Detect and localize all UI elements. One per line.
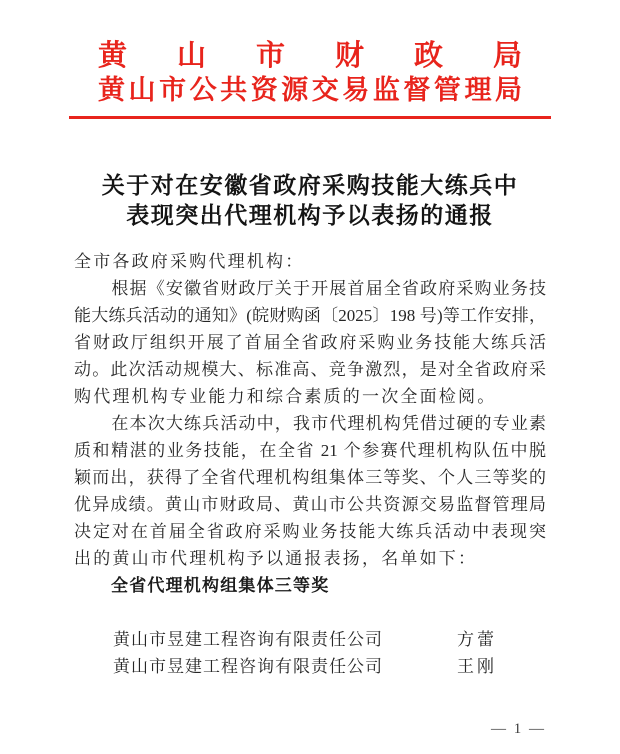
body-line: 省财政厅组织开展了首届全省政府采购业务技能大练兵活 [74, 333, 546, 352]
body-line: 质和精湛的业务技能，在全省 21 个参赛代理机构队伍中脱 [74, 441, 546, 460]
award-person-name: 王刚 [457, 657, 497, 676]
award-row-redacted [74, 599, 546, 626]
body-line: 颖而出，获得了全省代理机构组集体三等奖、个人三等奖的 [74, 468, 546, 487]
document-title [0, 171, 620, 231]
issuing-org-primary: 黄 山 市 财 政 局 [98, 40, 522, 72]
salutation: 全市各政府采购代理机构： [74, 252, 305, 271]
award-row [74, 626, 546, 653]
body-line: 动。此次活动规模大、标准高、竞争激烈，是对全省政府采 [74, 360, 546, 379]
award-company-name: 黄山市昱建工程咨询有限责任公司 [113, 630, 383, 649]
document-body [74, 248, 546, 707]
letterhead-divider-rule [69, 116, 551, 119]
body-line: 购代理机构专业能力和综合素质的一次全面检阅。 [74, 387, 497, 406]
body-line: 在本次大练兵活动中，我市代理机构凭借过硬的专业素 [111, 414, 546, 433]
body-line: 根据《安徽省财政厅关于开展首届全省政府采购业务技 [111, 279, 546, 298]
page-number: — 1 — [491, 721, 546, 737]
issuing-org-secondary: 黄山市公共资源交易监督管理局 [98, 75, 522, 105]
award-row-redacted [74, 680, 546, 707]
body-line: 决定对在首届全省政府采购业务技能大练兵活动中表现突 [74, 522, 546, 541]
award-section-heading: 全省代理机构组集体三等奖 [111, 576, 330, 595]
body-line: 优异成绩。黄山市财政局、黄山市公共资源交易监督管理局 [74, 495, 546, 514]
body-line: 能大练兵活动的通知》(皖财购函〔2025〕198 号)等工作安排， [74, 306, 546, 325]
letterhead [0, 40, 620, 119]
document-title-line-2: 表现突出代理机构予以表扬的通报 [126, 203, 494, 228]
award-person-name: 方蕾 [457, 630, 497, 649]
award-company-name: 黄山市昱建工程咨询有限责任公司 [113, 657, 383, 676]
body-line: 出的黄山市代理机构予以通报表扬，名单如下： [74, 549, 478, 568]
document-title-line-1: 关于对在安徽省政府采购技能大练兵中 [101, 173, 519, 198]
award-row [74, 653, 546, 680]
